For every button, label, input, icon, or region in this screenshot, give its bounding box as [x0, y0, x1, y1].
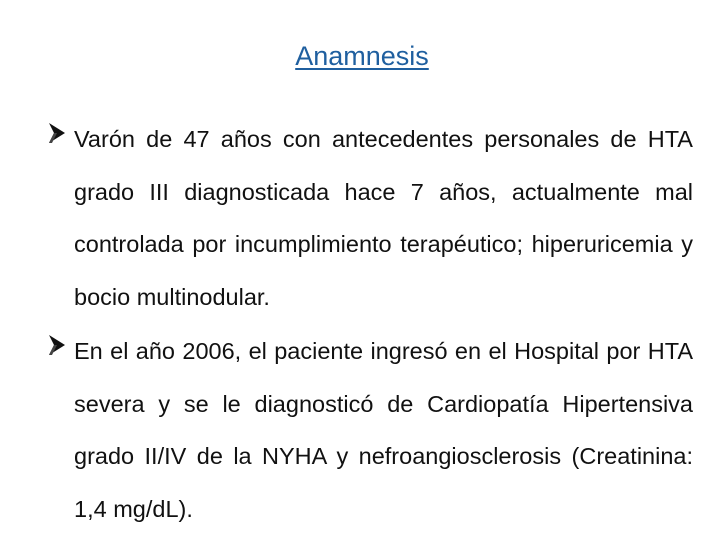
bullet-text: Varón de 47 años con antecedentes personales de HTA grado III diagnosticada hace 7 años, actualmente mal controlada por incumplimiento terapéutico; hiperuricemia y bocio multinodular. — [74, 126, 693, 310]
bullet-list — [48, 113, 693, 535]
arrow-bullet-icon — [48, 334, 66, 356]
slide-title: Anamnesis — [295, 41, 429, 71]
bullet-item — [48, 325, 693, 535]
bullet-item — [48, 113, 693, 323]
arrow-bullet-icon — [48, 122, 66, 144]
bullet-text: En el año 2006, el paciente ingresó en el Hospital por HTA severa y se le diagnosticó de Cardiopatía Hipertensiva grado II/IV de la NYHA y nefroangiosclerosis (Creatinina: 1,4 mg/dL). — [74, 338, 693, 522]
